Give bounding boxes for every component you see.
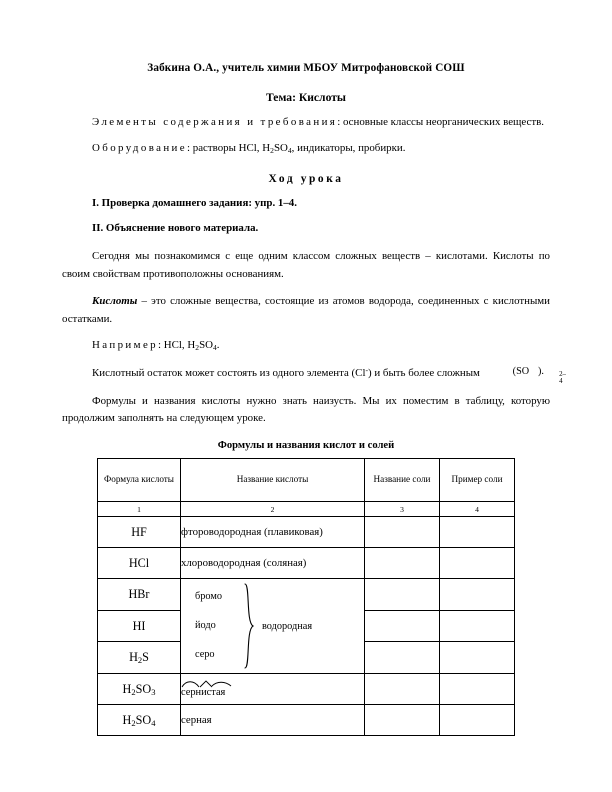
morpheme-annotated-word-sernistaya: [181, 681, 225, 698]
cell-formula-h2so4: [98, 705, 181, 736]
sulfate-symbol: SO: [516, 366, 530, 378]
equipment-sub-2: 2: [270, 145, 274, 155]
h2s-sub: 2: [137, 655, 143, 666]
author-heading: Забкина О.А., учитель химии МБОУ Митрофановской СОШ: [147, 62, 465, 74]
header-example-of-salt: Пример соли: [440, 459, 515, 502]
column-number-2: 2: [181, 502, 365, 517]
definition-text: – это сложные вещества, состоящие из атомов водорода, соединенных с кислотными остатками.: [62, 295, 550, 326]
h2s-h: H: [129, 650, 138, 665]
paragraph-step-two: II. Объяснение нового материала.: [92, 222, 259, 235]
paragraph-acid-residue: [62, 364, 567, 386]
table-header-row: [98, 459, 515, 502]
elements-text: : основные классы неорганических веществ.: [337, 116, 544, 129]
residue-text-c: ).: [537, 366, 544, 378]
sulfate-ion-formula: (SO 2– 4 ).: [483, 364, 544, 381]
cell-salt-name-hcl[interactable]: [365, 548, 440, 579]
paragraph-elements-of-content: [62, 114, 550, 132]
morpheme-marks-icon: [181, 679, 239, 689]
example-sub-2: 2: [195, 342, 200, 352]
cell-name-h2so4: серная: [181, 705, 365, 736]
paragraph-equipment: [62, 140, 550, 158]
cell-formula-h2so3: [98, 674, 181, 705]
table-row: [98, 548, 515, 579]
sulfate-superscript: 2–: [559, 371, 567, 379]
cell-grouped-hydro-acid-names: [181, 579, 365, 674]
example-label: Например: [92, 338, 159, 351]
table-row: [98, 674, 515, 705]
table-caption: Формулы и названия кислот и солей: [217, 440, 395, 452]
cell-formula-hcl: HCl: [98, 548, 181, 579]
cell-salt-name-hbr[interactable]: [365, 579, 440, 611]
equipment-sub-4: 4: [287, 145, 292, 155]
topic-heading: Тема: Кислоты: [266, 91, 346, 105]
cell-salt-example-hcl[interactable]: [440, 548, 515, 579]
cell-salt-name-hi[interactable]: [365, 610, 440, 642]
header-name-of-acid: Название кислоты: [181, 459, 365, 502]
h2s-tail: S: [142, 650, 149, 665]
group-prefix-iodo: йодо: [195, 619, 216, 631]
paragraph-memorize: Формулы и названия кислоты нужно знать наизусть. Мы их поместим в таблицу, которую продолжим заполнять на следующем уроке.: [62, 394, 550, 425]
elements-label: Элементы содержания и требования: [92, 116, 338, 129]
table-row: [98, 579, 515, 611]
cell-salt-example-h2s[interactable]: [440, 642, 515, 674]
cell-formula-hbr: HBr: [98, 579, 181, 611]
cell-salt-name-hf[interactable]: [365, 517, 440, 548]
example-text-3: .: [216, 338, 220, 351]
h2so3-sub2: 3: [151, 686, 156, 697]
lesson-flow-heading: Ход урока: [268, 172, 344, 185]
cell-salt-name-h2s[interactable]: [365, 642, 440, 674]
paragraph-intro: Сегодня мы познакомимся с еще одним классом сложных веществ – кислотами. Кислоты по своим свойствам противоположны основаниям.: [62, 250, 550, 280]
example-text-1: : HCl, H: [158, 338, 196, 351]
group-prefix-bromo: бромо: [195, 590, 223, 602]
definition-term: Кислоты: [92, 295, 138, 308]
cell-salt-example-hbr[interactable]: [440, 579, 515, 611]
sulfate-subscript: 4: [559, 378, 563, 386]
example-text-2: SO: [199, 338, 213, 351]
cell-name-h2so3: [181, 674, 365, 705]
residue-superscript-minus: -: [365, 365, 369, 375]
word-sernistaya: сернистая: [181, 686, 226, 698]
h2so3-h: H: [122, 681, 132, 696]
cell-name-hcl: хлороводородная (соляная): [181, 548, 365, 579]
cell-salt-example-h2so3[interactable]: [440, 674, 515, 705]
residue-text-b: ) и быть более сложным: [368, 367, 480, 380]
residue-text-a: Кислотный остаток может состоять из одного элемента (Cl: [92, 367, 366, 380]
column-number-4: 4: [440, 502, 515, 517]
paragraph-definition: [62, 293, 550, 328]
cell-formula-hi: HI: [98, 610, 181, 642]
table-column-number-row: [98, 502, 515, 517]
table-row: [98, 517, 515, 548]
cell-name-hf: фтороводородная (плавиковая): [181, 517, 365, 548]
paragraph-example: [62, 337, 550, 355]
cell-formula-h2s: [98, 642, 181, 674]
h2so4-tail: SO: [135, 712, 152, 727]
cell-salt-name-h2so4[interactable]: [365, 705, 440, 736]
header-formula-of-acid: Формула кислоты: [98, 459, 181, 502]
column-number-1: 1: [98, 502, 181, 517]
h2so3-sub: 2: [131, 686, 136, 697]
group-prefix-sero: серо: [195, 649, 215, 661]
header-name-of-salt: Название соли: [365, 459, 440, 502]
group-prefix-list: [181, 582, 241, 670]
h2so4-sub2: 4: [151, 717, 156, 728]
cell-salt-example-hi[interactable]: [440, 610, 515, 642]
curly-brace-icon: [243, 582, 255, 670]
paragraph-step-one: I. Проверка домашнего задания: упр. 1–4.: [92, 196, 297, 209]
group-suffix-vodorodnaya: водородная: [262, 620, 313, 632]
example-sub-4: 4: [212, 342, 217, 352]
equipment-label: Оборудование: [92, 142, 188, 155]
column-number-3: 3: [365, 502, 440, 517]
h2so4-h: H: [122, 712, 132, 727]
equipment-text-2: SO: [273, 142, 288, 155]
cell-formula-hf: HF: [98, 517, 181, 548]
h2so4-sub: 2: [131, 717, 136, 728]
equipment-text-3: , индикаторы, пробирки.: [291, 142, 406, 155]
cell-salt-example-h2so4[interactable]: [440, 705, 515, 736]
cell-salt-example-hf[interactable]: [440, 517, 515, 548]
equipment-text-1: : растворы HCl, H: [187, 142, 271, 155]
table-row: [98, 705, 515, 736]
h2so3-tail: SO: [135, 681, 152, 696]
cell-salt-name-h2so3[interactable]: [365, 674, 440, 705]
acids-table: [97, 458, 515, 736]
